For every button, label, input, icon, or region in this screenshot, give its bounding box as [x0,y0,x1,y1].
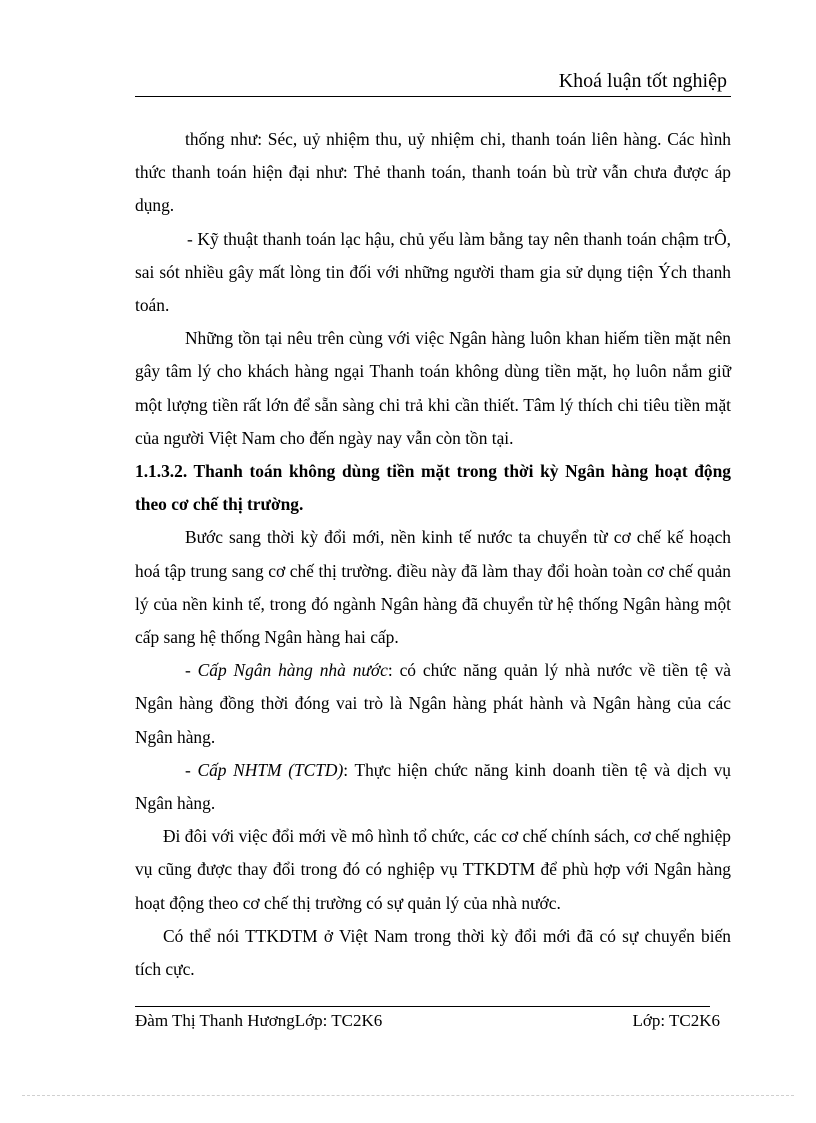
paragraph-2: - Kỹ thuật thanh toán lạc hậu, chủ yếu làm bằng tay nên thanh toán chậm trÔ, sai sót nhiều gây mất lòng tin đối với những người tham gia sử dụng tiện Ých thanh toán. [135,228,731,316]
paragraph-6-text: : Thực hiện chức năng kinh doanh tiền tệ và dịch vụ Ngân hàng. [135,759,731,814]
paragraph-6-term: Cấp NHTM (TCTD) [197,759,344,780]
paragraph-3: Những tồn tại nêu trên cùng với việc Ngân hàng luôn khan hiếm tiền mặt nên gây tâm lý cho khách hàng ngại Thanh toán không dùng tiền mặt, họ luôn nắm giữ một lượng tiền rất lớn để sẵn sàng chi trả khi cần thiết. Tâm lý thích chi tiêu tiền mặt của người Việt Nam cho đến ngày nay vẫn còn tồn tại. [135,328,731,448]
paragraph-7: Đi đôi với việc đổi mới về mô hình tổ chức, các cơ chế chính sách, cơ chế nghiệp vụ cũng được thay đổi trong đó có nghiệp vụ TTKDTM để phù hợp với Ngân hàng hoạt động theo cơ chế thị trường có sự quản lý của nhà nước. [135,826,731,913]
paragraph-5-dash: - [185,660,198,681]
header-title: Khoá luận tốt nghiệp [558,70,727,92]
paragraph-5-text: : có chức năng quản lý nhà nước về tiền tệ và Ngân hàng đồng thời đóng vai trò là Ngân hàng phát hành và Ngân hàng của các Ngân hàng. [135,660,732,747]
body-text [135,123,731,986]
paragraph-1: thống như: Séc, uỷ nhiệm thu, uỷ nhiệm chi, thanh toán liên hàng. Các hình thức thanh toán hiện đại như: Thẻ thanh toán, thanh toán bù trừ vẫn chưa được áp dụng. [135,129,731,216]
page-edge-divider [22,1095,794,1096]
footer-author: Đàm Thị Thanh HươngLớp: TC2K6 [135,1011,383,1030]
paragraph-5 [135,654,731,754]
paragraph-4: Bước sang thời kỳ đổi mới, nền kinh tế nước ta chuyển từ cơ chế kế hoạch hoá tập trung sang cơ chế thị trường. điều này đã làm thay đổi hoàn toàn cơ chế quản lý của nền kinh tế, trong đó ngành Ngân hàng đã chuyển từ hệ thống Ngân hàng một cấp sang hệ thống Ngân hàng hai cấp. [135,527,731,648]
page-header [135,68,731,97]
footer-class: Lớp: TC2K6 [632,1011,720,1030]
footer-rule [135,1006,710,1007]
paragraph-5-term: Cấp Ngân hàng nhà nước [197,660,388,681]
paragraph-8: Có thể nói TTKDTM ở Việt Nam trong thời kỳ đổi mới đã có sự chuyển biến tích cực. [135,925,731,980]
paragraph-6-dash: - [185,759,198,780]
paragraph-6 [135,754,731,820]
section-heading: 1.1.3.2. Thanh toán không dùng tiền mặt trong thời kỳ Ngân hàng hoạt động theo cơ chế thị trường. [135,461,731,515]
